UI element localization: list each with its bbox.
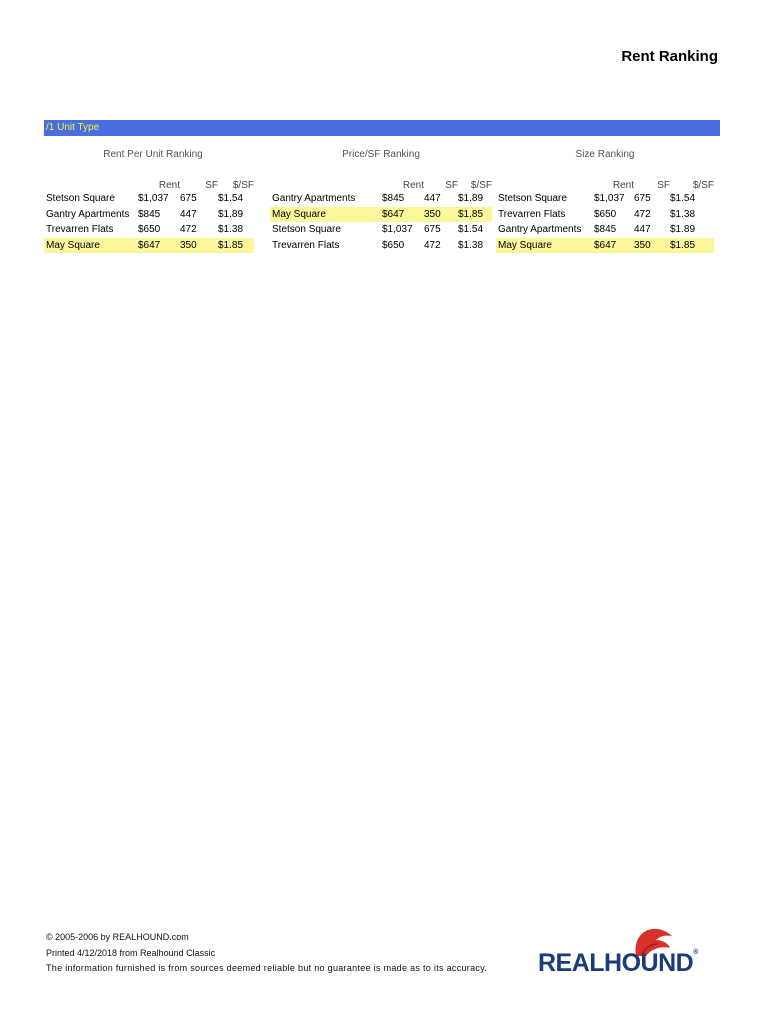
ranking-table (496, 176, 714, 253)
report-title: Rent Ranking (621, 48, 718, 65)
ranking-table (44, 176, 254, 253)
table-row (496, 207, 714, 223)
col-rent-header: Rent (402, 180, 424, 191)
psf-value: $1.54 (218, 193, 244, 205)
col-sf-header: SF (445, 180, 458, 191)
col-rent-header: Rent (612, 180, 634, 191)
table-row (270, 207, 492, 223)
property-name: May Square (44, 238, 138, 254)
table-row (270, 238, 492, 254)
property-name: May Square (496, 238, 594, 254)
psf-value: $1.38 (218, 224, 244, 236)
psf-value: $1.54 (458, 224, 484, 236)
realhound-logo (538, 926, 720, 980)
property-name: Stetson Square (498, 193, 567, 205)
psf-value: $1.85 (458, 207, 492, 223)
logo-wordmark: REALHOUND® (538, 949, 698, 977)
psf-value: $1.89 (670, 224, 696, 236)
rent-value: $1,037 (594, 193, 625, 205)
rent-value: $650 (382, 239, 405, 251)
sf-value: 447 (180, 208, 197, 220)
rent-value: $650 (594, 208, 617, 220)
rent-value: $1,037 (138, 193, 169, 205)
col-psf-header: $/SF (470, 180, 492, 191)
property-name: Trevarren Flats (272, 239, 340, 251)
psf-value: $1.38 (458, 239, 484, 251)
panel-title: Rent Per Unit Ranking (103, 149, 203, 160)
unit-type-bar: /1 Unit Type (44, 120, 720, 136)
property-name: May Square (270, 207, 382, 223)
col-sf-header: SF (657, 180, 670, 191)
sf-value: 350 (424, 207, 458, 223)
price-per-sf-panel (270, 148, 492, 253)
table-row (496, 222, 714, 238)
table-row (44, 222, 254, 238)
table-row (44, 207, 254, 223)
rent-value: $647 (594, 238, 634, 254)
ranking-table (270, 176, 492, 253)
panel-title: Size Ranking (575, 149, 635, 160)
table-row (44, 191, 254, 207)
psf-value: $1.89 (458, 193, 484, 205)
sf-value: 675 (180, 193, 197, 205)
property-name: Trevarren Flats (46, 224, 114, 236)
table-row (496, 191, 714, 207)
property-name: Stetson Square (272, 224, 341, 236)
psf-value: $1.54 (670, 193, 696, 205)
table-row (270, 191, 492, 207)
rent-value: $845 (382, 193, 405, 205)
col-rent-header: Rent (158, 180, 180, 191)
psf-value: $1.38 (670, 208, 696, 220)
property-name: Gantry Apartments (46, 208, 130, 220)
sf-value: 675 (634, 193, 651, 205)
rent-value: $845 (138, 208, 161, 220)
table-row (496, 238, 714, 254)
sf-value: 675 (424, 224, 441, 236)
sf-value: 472 (180, 224, 197, 236)
table-header-row (270, 176, 492, 191)
table-row (44, 238, 254, 254)
psf-value: $1.85 (670, 238, 714, 254)
rent-value: $1,037 (382, 224, 413, 236)
col-sf-header: SF (205, 180, 218, 191)
copyright-text: © 2005-2006 by REALHOUND.com (46, 932, 189, 942)
disclaimer-text: The information furnished is from sources deemed reliable but no guarantee is made as to its accuracy. (46, 963, 488, 973)
rent-value: $845 (594, 224, 617, 236)
table-header-row (44, 176, 254, 191)
rent-value: $650 (138, 224, 161, 236)
col-psf-header: $/SF (692, 180, 714, 191)
sf-value: 472 (634, 208, 651, 220)
psf-value: $1.85 (218, 238, 254, 254)
size-ranking-panel (496, 148, 714, 253)
rent-per-unit-panel (44, 148, 262, 253)
property-name: Stetson Square (46, 193, 115, 205)
property-name: Gantry Apartments (272, 193, 356, 205)
sf-value: 350 (634, 238, 670, 254)
table-row (270, 222, 492, 238)
sf-value: 447 (424, 193, 441, 205)
table-header-row (496, 176, 714, 191)
rent-value: $647 (138, 238, 180, 254)
panel-title: Price/SF Ranking (342, 149, 420, 160)
psf-value: $1.89 (218, 208, 244, 220)
printed-text: Printed 4/12/2018 from Realhound Classic (46, 947, 216, 958)
property-name: Gantry Apartments (498, 224, 582, 236)
rent-value: $647 (382, 207, 424, 223)
sf-value: 350 (180, 238, 218, 254)
property-name: Trevarren Flats (498, 208, 566, 220)
sf-value: 472 (424, 239, 441, 251)
sf-value: 447 (634, 224, 651, 236)
col-psf-header: $/SF (232, 180, 254, 191)
footer (46, 930, 487, 977)
